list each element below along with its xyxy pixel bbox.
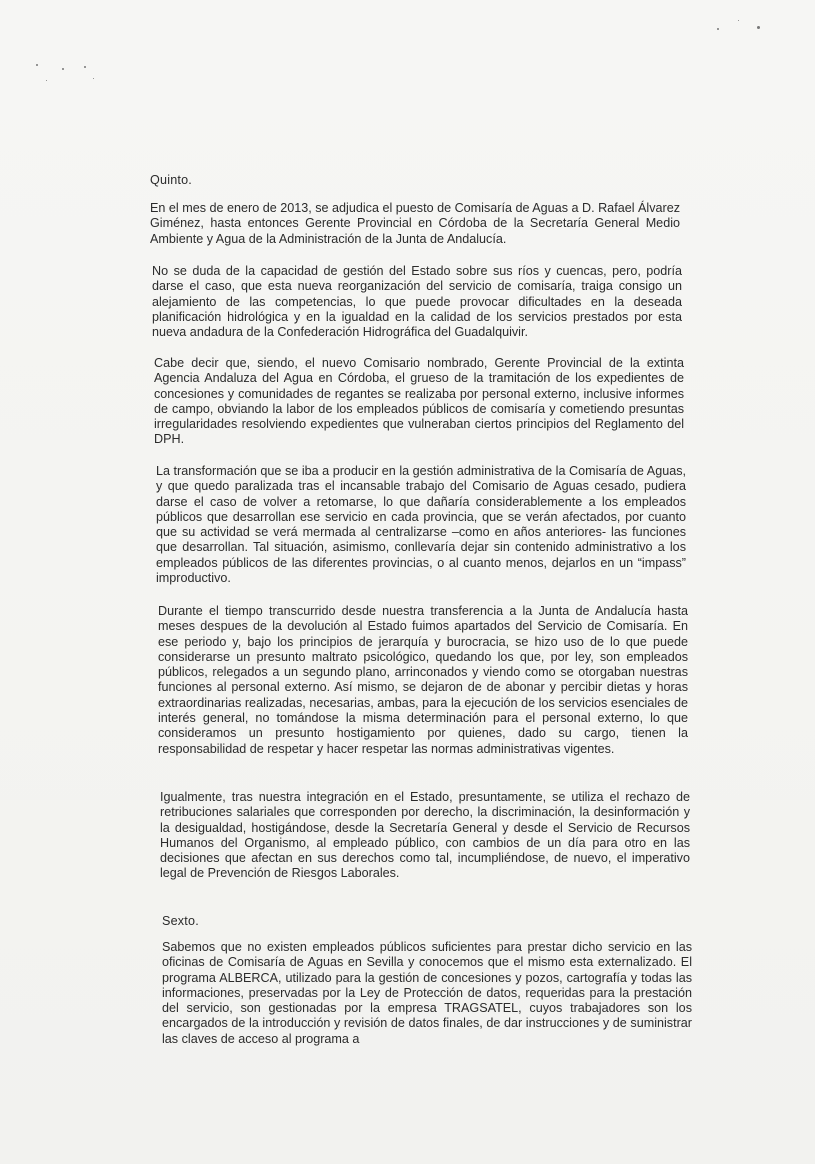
scan-speck	[84, 66, 86, 68]
scan-speck	[717, 28, 719, 30]
section-heading-sexto: Sexto.	[162, 914, 199, 928]
scan-speck	[757, 26, 760, 29]
scan-speck	[36, 64, 38, 66]
scan-speck	[93, 78, 94, 79]
scan-speck	[46, 80, 47, 81]
paragraph: Durante el tiempo transcurrido desde nuestra transferencia a la Junta de Andalucía hasta meses despues de la devolución al Estado fuimos apartados del Servicio de Comisaría. En ese periodo y, bajo los principios de jerarquía y burocracia, se hizo uso de lo que puede considerarse un presunto maltrato psicológico, quedando los que, por ley, son empleados públicos, relegados a un segundo plano, arrinconados y viendo como se otorgaban nuestras funciones al personal externo. Así mismo, se dejaron de de abonar y percibir dietas y horas extraordinarias realizadas, necesarias, ambas, para la ejecución de los servicios esenciales de interés general, no tomándose la misma determinación para el personal externo, lo que consideramos un presunto hostigamiento por quienes, dado su cargo, tienen la responsabilidad de respetar y hacer respetar las normas administrativas vigentes.	[158, 604, 688, 756]
section-heading-quinto: Quinto.	[150, 173, 193, 187]
paragraph: Igualmente, tras nuestra integración en el Estado, presuntamente, se utiliza el rechazo de retribuciones salariales que corresponden por derecho, la discriminación, la desinformación y la desigualdad, hostigándose, desde la Secretaría General y desde el Servicio de Recursos Humanos del Organismo, al empleado público, con cambios de un día para otro en las decisiones que afectan en sus derechos como tal, incumpliéndose, de nuevo, el imperativo legal de Prevención de Riesgos Laborales.	[160, 790, 690, 881]
paragraph: La transformación que se iba a producir en la gestión administrativa de la Comisaría de Aguas, y que quedo paralizada tras el incansable trabajo del Comisario de Aguas cesado, pudiera darse el caso de volver a retomarse, lo que dañaría considerablemente a los empleados públicos que desarrollan ese servicio en cada provincia, que se verán afectados, por cuanto que su actividad se verá mermada al centralizarse –como en años anteriores- las funciones que desarrollan. Tal situación, asimismo, conllevaría dejar sin contenido administrativo a los empleados públicos de las diferentes provincias, o al cuanto menos, dejarlos en un “impass” improductivo.	[156, 464, 686, 586]
scan-speck	[738, 20, 739, 21]
paragraph: Cabe decir que, siendo, el nuevo Comisario nombrado, Gerente Provincial de la extinta Agencia Andaluza del Agua en Córdoba, el grueso de la tramitación de los expedientes de concesiones y comunidades de regantes se realizaba por personal externo, inclusive informes de campo, obviando la labor de los empleados públicos de comisaría y cometiendo presuntas irregularidades resolviendo expedientes que vulneraban ciertos principios del Reglamento del DPH.	[154, 356, 684, 447]
paragraph: En el mes de enero de 2013, se adjudica el puesto de Comisaría de Aguas a D. Rafael Álvarez Giménez, hasta entonces Gerente Provincial en Córdoba de la Secretaría General Medio Ambiente y Agua de la Administración de la Junta de Andalucía.	[150, 201, 680, 246]
scan-speck	[62, 68, 64, 70]
paragraph: No se duda de la capacidad de gestión del Estado sobre sus ríos y cuencas, pero, podría darse el caso, que esta nueva reorganización del servicio de comisaría, traiga consigo un alejamiento de las competencias, lo que puede provocar dificultades en la deseada planificación hidrológica y en la igualdad en la calidad de los servicios prestados por esta nueva andadura de la Confederación Hidrográfica del Guadalquivir.	[152, 264, 682, 340]
paragraph: Sabemos que no existen empleados públicos suficientes para prestar dicho servicio en las oficinas de Comisaría de Aguas en Sevilla y conocemos que el mismo esta externalizado. El programa ALBERCA, utilizado para la gestión de concesiones y pozos, cartografía y todas las informaciones, preservadas por la Ley de Protección de datos, requeridas para la prestación del servicio, son gestionadas por la empresa TRAGSATEL, cuyos trabajadores son los encargados de la introducción y revisión de datos finales, de dar instrucciones y de suministrar las claves de acceso al programa a	[162, 940, 692, 1046]
